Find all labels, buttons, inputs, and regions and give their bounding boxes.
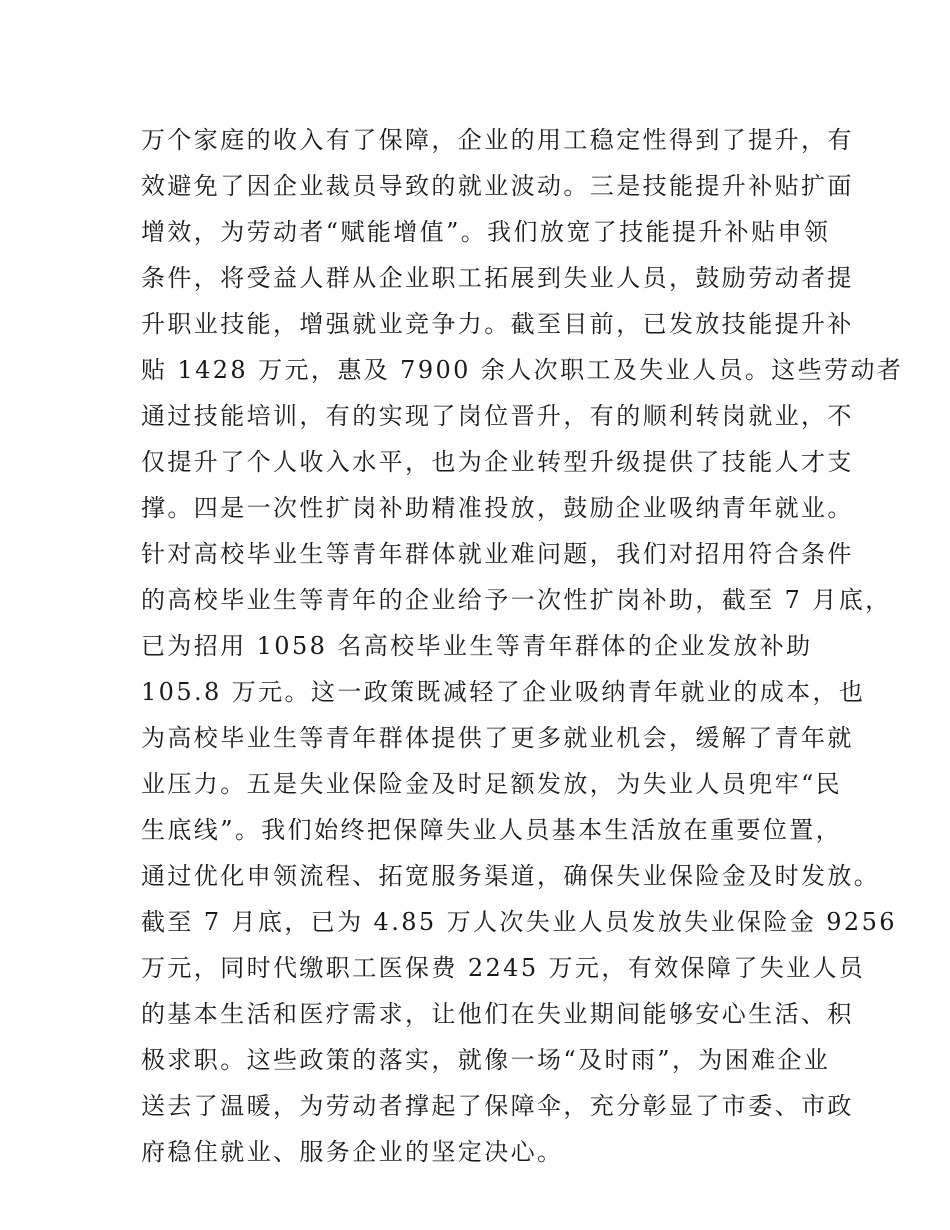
text-line: 生底线”。我们始终把保障失业人员基本生活放在重要位置，: [141, 816, 843, 844]
text-line: 升职业技能，增强就业竞争力。截至目前，已发放技能提升补: [141, 310, 854, 338]
text-line: 通过优化申领流程、拓宽服务渠道，确保失业保险金及时发放。: [141, 862, 881, 890]
body-text: [141, 117, 904, 1175]
text-line: 的高校毕业生等青年的企业给予一次性扩岗补助，截至 7 月底，: [141, 586, 892, 614]
text-line: 截至 7 月底，已为 4.85 万人次失业人员发放失业保险金 9256: [141, 908, 897, 936]
text-line: 仅提升了个人收入水平，也为企业转型升级提供了技能人才支: [141, 448, 854, 476]
text-line: 撑。四是一次性扩岗补助精准投放，鼓励企业吸纳青年就业。: [141, 494, 854, 522]
text-line: 极求职。这些政策的落实，就像一场“及时雨”，为困难企业: [141, 1046, 831, 1074]
text-line: 府稳住就业、服务企业的坚定决心。: [141, 1138, 564, 1166]
text-line: 万个家庭的收入有了保障，企业的用工稳定性得到了提升，有: [141, 126, 854, 154]
text-line: 增效，为劳动者“赋能增值”。我们放宽了技能提升补贴申领: [141, 218, 831, 246]
text-line: 送去了温暖，为劳动者撑起了保障伞，充分彰显了市委、市政: [141, 1092, 854, 1120]
text-line: 通过技能培训，有的实现了岗位晋升，有的顺利转岗就业，不: [141, 402, 854, 430]
text-line: 效避免了因企业裁员导致的就业波动。三是技能提升补贴扩面: [141, 172, 854, 200]
text-line: 条件，将受益人群从企业职工拓展到失业人员，鼓励劳动者提: [141, 264, 854, 292]
text-line: 贴 1428 万元，惠及 7900 余人次职工及失业人员。这些劳动者: [141, 356, 904, 384]
text-line: 业压力。五是失业保险金及时足额发放，为失业人员兜牢“民: [141, 770, 843, 798]
text-line: 105.8 万元。这一政策既减轻了企业吸纳青年就业的成本，也: [141, 678, 866, 706]
text-line: 的基本生活和医疗需求，让他们在失业期间能够安心生活、积: [141, 1000, 854, 1028]
text-line: 为高校毕业生等青年群体提供了更多就业机会，缓解了青年就: [141, 724, 854, 752]
text-line: 万元，同时代缴职工医保费 2245 万元，有效保障了失业人员: [141, 954, 866, 982]
text-line: 针对高校毕业生等青年群体就业难问题，我们对招用符合条件: [141, 540, 854, 568]
text-line: 已为招用 1058 名高校毕业生等青年群体的企业发放补助: [141, 632, 813, 660]
